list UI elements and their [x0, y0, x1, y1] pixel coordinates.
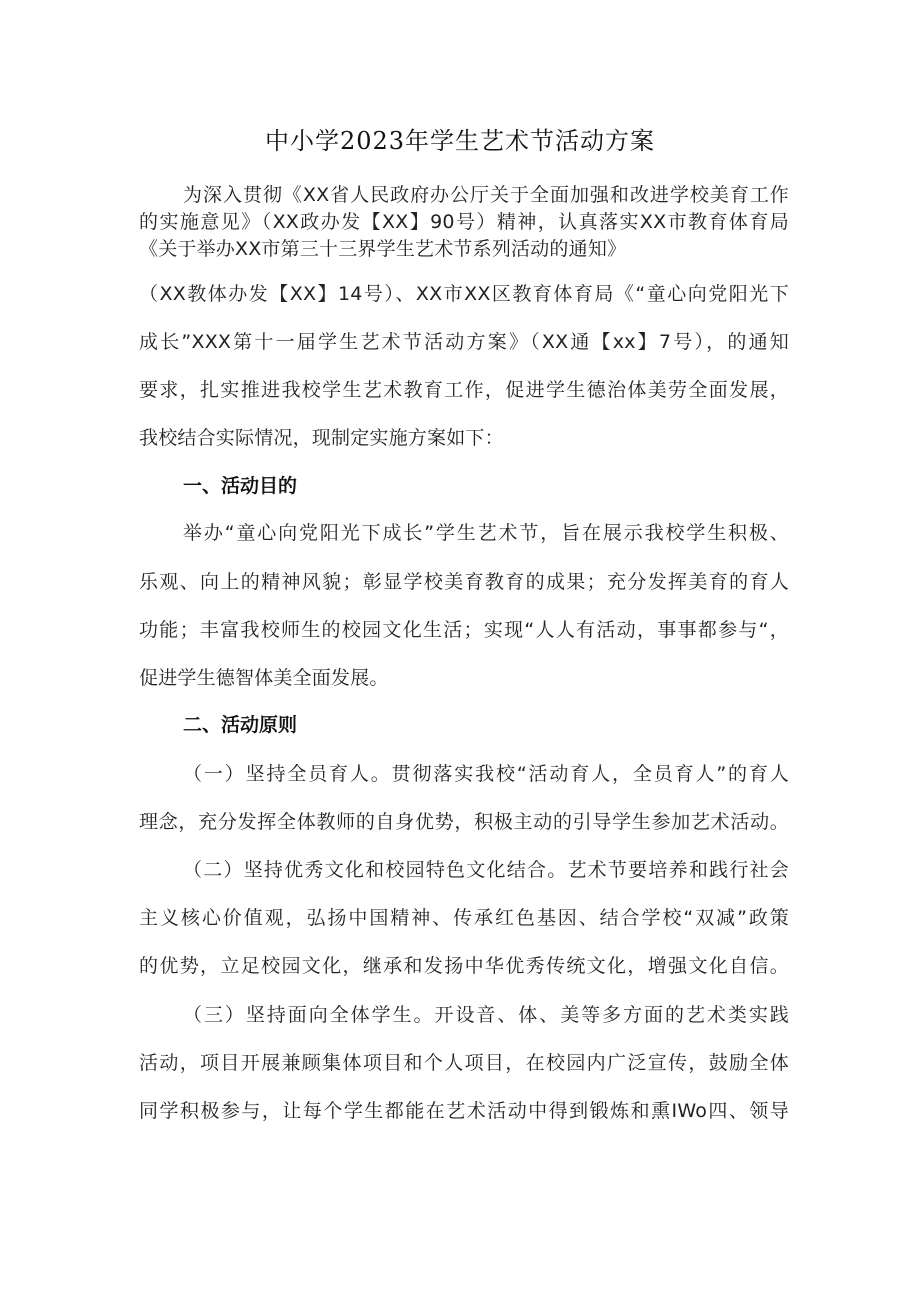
section2-line: （三）坚持面向全体学生。开设音、体、美等多方面的艺术类实践	[183, 1004, 789, 1026]
intro-line: 为深入贯彻《XX省人民政府办公厅关于全面加强和改进学校美育工作	[183, 184, 789, 206]
section2-line: （二）坚持优秀文化和校园特色文化结合。艺术节要培养和践行社会	[183, 859, 789, 881]
section2-line: 的优势，立足校园文化，继承和发扬中华优秀传统文化，增强文化自信。	[139, 955, 789, 977]
intro-line: （XX教体办发【XX】14号）、XX市XX区教育体育局《“童心向党阳光下	[139, 283, 789, 305]
intro-line: 《关于举办XX市第三十三界学生艺术节系列活动的通知》	[139, 238, 627, 260]
section2-line: （一）坚持全员育人。贯彻落实我校“活动育人，全员育人”的育人	[183, 763, 789, 785]
section2-line: 主义核心价值观，弘扬中国精神、传承红色基因、结合学校“双减”政策	[139, 907, 789, 929]
section2-line: 同学积极参与，让每个学生都能在艺术活动中得到锻炼和熏IWo四、领导	[139, 1100, 789, 1122]
section-heading-principles: 二、活动原则	[183, 714, 298, 736]
section2-line: 理念，充分发挥全体教师的自身优势，积极主动的引导学生参加艺术活动。	[139, 811, 789, 833]
intro-line: 成长”XXX第十一届学生艺术节活动方案》（XX通【xx】7号），的通知	[139, 331, 789, 353]
section2-line: 活动，项目开展兼顾集体项目和个人项目，在校园内广泛宣传，鼓励全体	[139, 1052, 789, 1074]
intro-line: 的实施意见》（XX政办发【XX】90号）精神，认真落实XX市教育体育局	[139, 211, 789, 233]
section-heading-purpose: 一、活动目的	[183, 475, 298, 497]
section1-line: 促进学生德智体美全面发展。	[139, 667, 389, 689]
section1-line: 举办“童心向党阳光下成长”学生艺术节，旨在展示我校学生积极、	[183, 522, 789, 544]
intro-line: 我校结合实际情况，现制定实施方案如下：	[139, 427, 504, 449]
intro-line: 要求，扎实推进我校学生艺术教育工作，促进学生德治体美劳全面发展，	[139, 379, 789, 401]
document-title: 中小学2023年学生艺术节活动方案	[264, 127, 656, 155]
section1-line: 功能；丰富我校师生的校园文化生活；实现“人人有活动，事事都参与“，	[139, 619, 789, 641]
section1-line: 乐观、向上的精神风貌；彰显学校美育教育的成果；充分发挥美育的育人	[139, 571, 789, 593]
